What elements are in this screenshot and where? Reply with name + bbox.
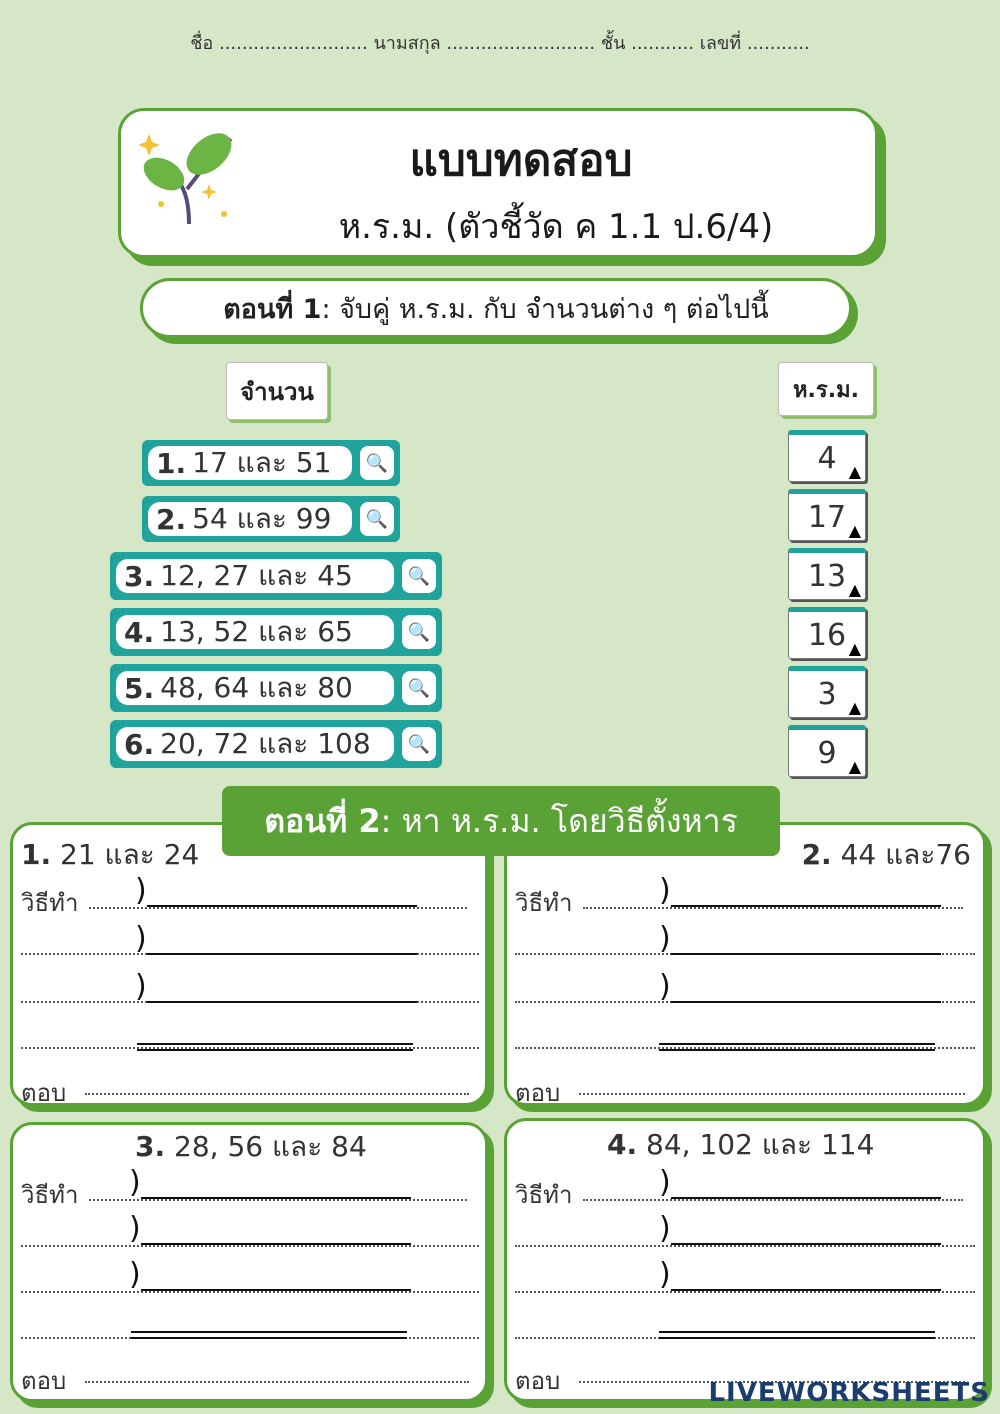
division-line — [147, 1001, 417, 1003]
division-line — [141, 1289, 411, 1291]
answer-box[interactable] — [788, 489, 866, 541]
mouse-cursor-icon: ▲ — [848, 580, 861, 599]
problem-text: 84, 102 และ 114 — [646, 1128, 875, 1161]
magnifier-icon[interactable]: 🔍 — [402, 615, 436, 649]
problem-number: 3. — [135, 1130, 166, 1163]
method-label: วิธีทำ — [21, 889, 79, 917]
division-line — [659, 1337, 935, 1339]
question-item[interactable] — [110, 664, 442, 712]
mouse-cursor-icon: ▲ — [848, 698, 861, 717]
division-line — [671, 1001, 941, 1003]
question-item[interactable] — [110, 608, 442, 656]
dotted-line — [21, 1245, 479, 1247]
division-line — [671, 905, 941, 907]
answer-label: ตอบ — [515, 1079, 561, 1107]
work-box-3 — [10, 1122, 488, 1402]
problem-number: 1. — [21, 838, 52, 871]
part1-label: ตอนที่ 1 — [223, 293, 322, 325]
answer-line[interactable] — [85, 1381, 469, 1383]
division-line — [141, 1197, 411, 1199]
answer-box[interactable] — [788, 607, 866, 659]
question-number: 4. — [124, 615, 155, 649]
division-bracket: ) — [659, 1165, 671, 1200]
division-line — [131, 1337, 407, 1339]
part1-instruction — [140, 278, 852, 338]
magnifier-icon[interactable]: 🔍 — [402, 671, 436, 705]
liveworksheets-logo: LIVEWORKSHEETS — [708, 1378, 990, 1408]
problem-title — [607, 1123, 874, 1167]
question-item[interactable] — [110, 552, 442, 600]
problem-title — [135, 1125, 367, 1169]
problem-title — [802, 833, 971, 877]
division-bracket: ) — [129, 1211, 141, 1246]
method-label: วิธีทำ — [515, 889, 573, 917]
dotted-line — [583, 1199, 963, 1201]
problem-title — [21, 833, 199, 877]
question-field — [116, 727, 394, 761]
magnifier-icon[interactable]: 🔍 — [360, 502, 394, 536]
answer-value: 3 — [817, 676, 837, 712]
division-bracket: ) — [135, 873, 147, 908]
magnifier-icon[interactable]: 🔍 — [402, 559, 436, 593]
answer-value: 16 — [807, 617, 847, 653]
method-label: วิธีทำ — [21, 1181, 79, 1209]
answer-box[interactable] — [788, 666, 866, 718]
title-sub: ห.ร.ม. (ตัวชี้วัด ค 1.1 ป.6/4) — [338, 207, 774, 247]
part2-instruction — [222, 786, 780, 856]
method-label: วิธีทำ — [515, 1181, 573, 1209]
answer-value: 17 — [807, 499, 847, 535]
magnifier-icon[interactable]: 🔍 — [360, 446, 394, 480]
mouse-cursor-icon: ▲ — [848, 521, 861, 540]
question-number: 1. — [156, 446, 187, 480]
answer-box[interactable] — [788, 725, 866, 777]
answer-value: 13 — [807, 558, 847, 594]
division-line — [137, 1049, 413, 1051]
student-info-line: ชื่อ .......................... นามสกุล .......................... ชั้น ........... เลขที่ ........... — [190, 33, 810, 54]
division-bracket: ) — [659, 1211, 671, 1246]
question-text: 48, 64 และ 80 — [160, 671, 353, 704]
mouse-cursor-icon: ▲ — [848, 639, 861, 658]
question-field — [116, 615, 394, 649]
question-item[interactable] — [142, 440, 400, 486]
question-field — [116, 671, 394, 705]
division-line — [671, 1197, 941, 1199]
question-text: 13, 52 และ 65 — [160, 615, 353, 648]
numbers-column-header: จำนวน — [226, 362, 328, 420]
dotted-line — [515, 1245, 975, 1247]
question-text: 17 และ 51 — [192, 446, 332, 479]
work-box-1 — [10, 822, 488, 1106]
answer-box[interactable] — [788, 548, 866, 600]
question-field — [148, 446, 352, 480]
work-box-2 — [504, 822, 986, 1106]
division-line — [671, 1243, 941, 1245]
problem-number: 2. — [801, 838, 832, 871]
part2-label: ตอนที่ 2 — [264, 801, 381, 840]
division-line — [137, 1043, 413, 1045]
answer-value: 4 — [817, 440, 837, 476]
division-bracket: ) — [135, 921, 147, 956]
part1-text: : จับคู่ ห.ร.ม. กับ จำนวนต่าง ๆ ต่อไปนี้ — [321, 293, 769, 325]
division-line — [659, 1043, 935, 1045]
division-bracket: ) — [129, 1257, 141, 1292]
answer-line[interactable] — [85, 1093, 469, 1095]
dotted-line — [21, 1291, 479, 1293]
division-bracket: ) — [659, 969, 671, 1004]
answer-line[interactable] — [579, 1093, 965, 1095]
answer-value: 9 — [817, 735, 837, 771]
answer-label: ตอบ — [21, 1079, 67, 1107]
division-bracket: ) — [129, 1165, 141, 1200]
problem-text: 28, 56 และ 84 — [174, 1130, 367, 1163]
dotted-line — [515, 1291, 975, 1293]
magnifier-icon[interactable]: 🔍 — [402, 727, 436, 761]
question-number: 6. — [124, 727, 155, 761]
problem-number: 4. — [607, 1128, 638, 1161]
division-line — [671, 953, 941, 955]
mouse-cursor-icon: ▲ — [848, 462, 861, 481]
part2-text: : หา ห.ร.ม. โดยวิธีตั้งหาร — [380, 801, 738, 840]
problem-text: 21 และ 24 — [60, 838, 200, 871]
division-bracket: ) — [659, 921, 671, 956]
answer-box[interactable] — [788, 430, 866, 482]
question-field — [148, 502, 352, 536]
division-bracket: ) — [659, 873, 671, 908]
dotted-line — [89, 1199, 467, 1201]
question-text: 20, 72 และ 108 — [160, 727, 371, 760]
work-box-4 — [504, 1118, 986, 1402]
question-text: 12, 27 และ 45 — [160, 559, 353, 592]
problem-text: 44 และ76 — [840, 838, 971, 871]
division-line — [141, 1243, 411, 1245]
question-field — [116, 559, 394, 593]
question-text: 54 และ 99 — [192, 502, 332, 535]
title-main: แบบทดสอบ — [409, 135, 633, 186]
division-bracket: ) — [135, 969, 147, 1004]
answer-label: ตอบ — [21, 1367, 67, 1395]
division-line — [131, 1331, 407, 1333]
division-line — [671, 1289, 941, 1291]
division-line — [659, 1049, 935, 1051]
question-number: 5. — [124, 671, 155, 705]
division-bracket: ) — [659, 1257, 671, 1292]
gcd-column-header: ห.ร.ม. — [778, 362, 874, 416]
mouse-cursor-icon: ▲ — [848, 757, 861, 776]
question-number: 3. — [124, 559, 155, 593]
question-number: 2. — [156, 502, 187, 536]
answer-label: ตอบ — [515, 1367, 561, 1395]
question-item[interactable] — [142, 496, 400, 542]
title-card — [118, 108, 878, 258]
question-item[interactable] — [110, 720, 442, 768]
division-line — [147, 905, 417, 907]
division-line — [659, 1331, 935, 1333]
dotted-line — [583, 907, 963, 909]
division-line — [147, 953, 417, 955]
